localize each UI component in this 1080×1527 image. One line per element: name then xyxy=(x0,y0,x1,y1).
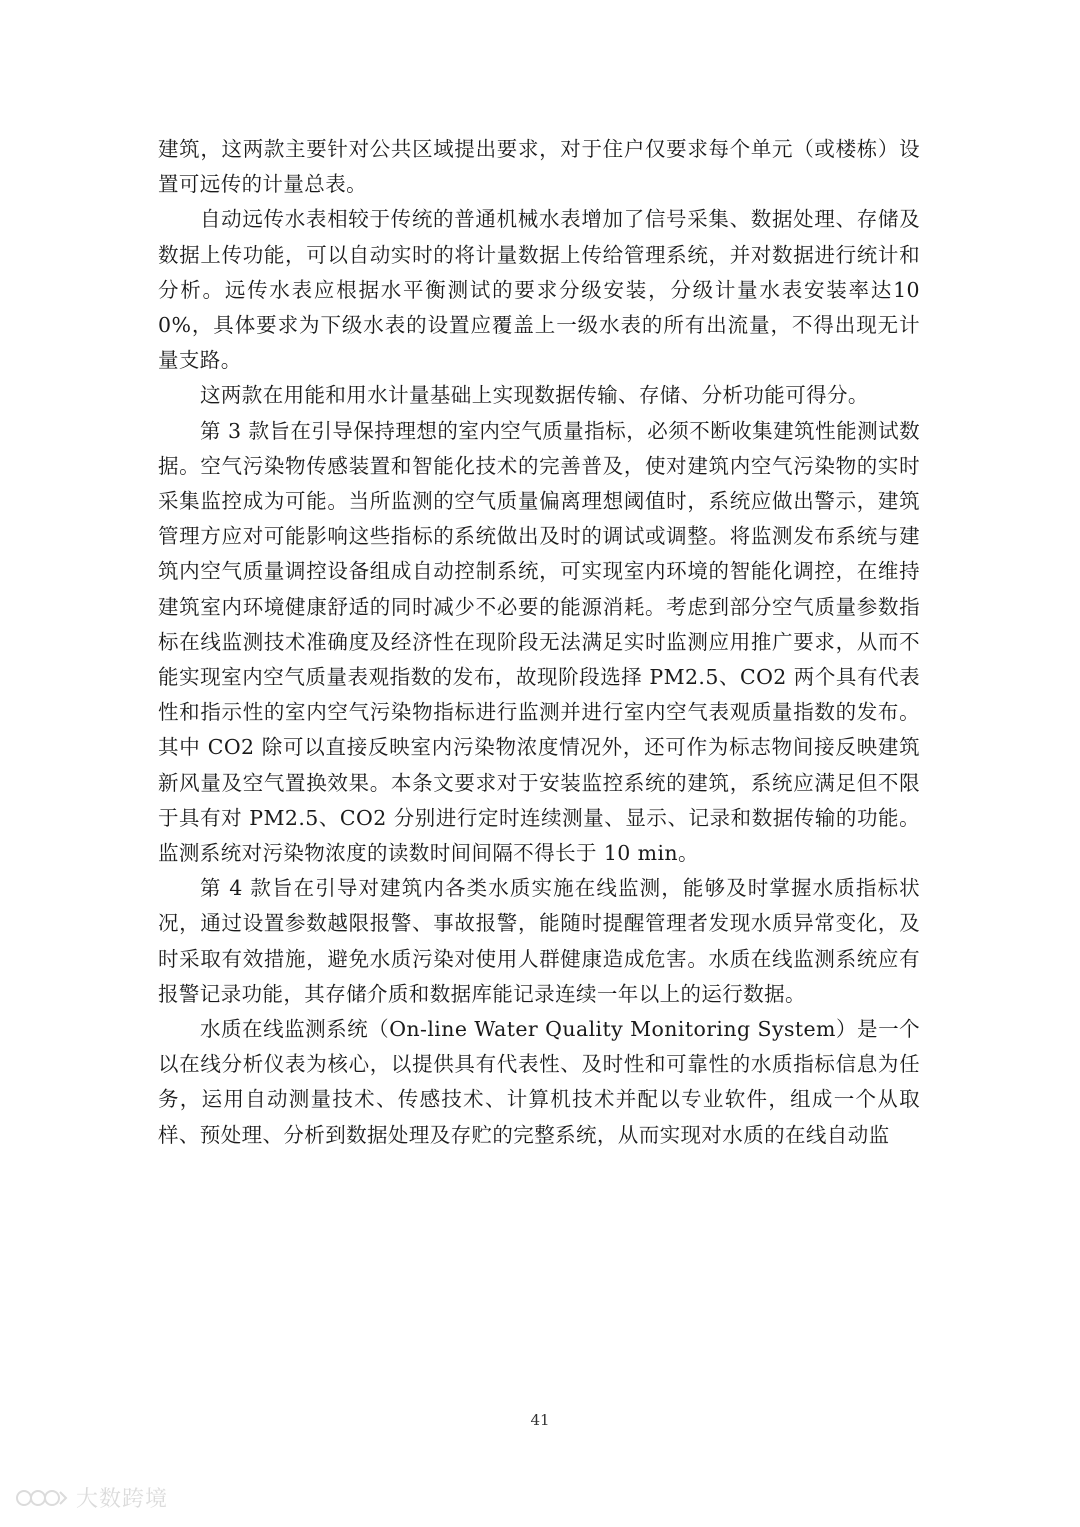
document-body xyxy=(158,132,920,1153)
watermark-text: 大数跨境 xyxy=(76,1487,169,1512)
paragraph: 这两款在用能和用水计量基础上实现数据传输、存储、分析功能可得分。 xyxy=(200,383,869,408)
paragraph: 建筑，这两款主要针对公共区域提出要求，对于住户仅要求每个单元（或楼栋）设置可远传的计量总表。 xyxy=(158,137,920,197)
page-number: 41 xyxy=(530,1411,550,1429)
brand-logo-icon xyxy=(14,1484,70,1512)
paragraph: 水质在线监测系统（On-line Water Quality Monitoring System）是一个以在线分析仪表为核心，以提供具有代表性、及时性和可靠性的水质指标信息为任务，运用自动测量技术、传感技术、计算机技术并配以专业软件，组成一个从取样、预处理、分析到数据处理及存贮的完整系统，从而实现对水质的在线自动监 xyxy=(158,1017,920,1147)
paragraph: 自动远传水表相较于传统的普通机械水表增加了信号采集、数据处理、存储及数据上传功能，可以自动实时的将计量数据上传给管理系统，并对数据进行统计和分析。远传水表应根据水平衡测试的要求分级安装，分级计量水表安装率达100%，具体要求为下级水表的设置应覆盖上一级水表的所有出流量，不得出现无计量支路。 xyxy=(158,207,920,373)
paragraph: 第 3 款旨在引导保持理想的室内空气质量指标，必须不断收集建筑性能测试数据。空气污染物传感装置和智能化技术的完善普及，使对建筑内空气污染物的实时采集监控成为可能。当所监测的空气质量偏离理想阈值时，系统应做出警示，建筑管理方应对可能影响这些指标的系统做出及时的调试或调整。将监测发布系统与建筑内空气质量调控设备组成自动控制系统，可实现室内环境的智能化调控，在维持建筑室内环境健康舒适的同时减少不必要的能源消耗。考虑到部分空气质量参数指标在线监测技术准确度及经济性在现阶段无法满足实时监测应用推广要求，从而不能实现室内空气质量表观指数的发布，故现阶段选择 PM2.5、CO2 两个具有代表性和指示性的室内空气污染物指标进行监测并进行室内空气表观质量指数的发布。其中 CO2 除可以直接反映室内污染物浓度情况外，还可作为标志物间接反映建筑新风量及空气置换效果。本条文要求对于安装监控系统的建筑，系统应满足但不限于具有对 PM2.5、CO2 分别进行定时连续测量、显示、记录和数据传输的功能。监测系统对污染物浓度的读数时间间隔不得长于 10 min。 xyxy=(158,418,920,866)
paragraph: 第 4 款旨在引导对建筑内各类水质实施在线监测，能够及时掌握水质指标状况，通过设置参数越限报警、事故报警，能随时提醒管理者发现水质异常变化，及时采取有效措施，避免水质污染对使用人群健康造成危害。水质在线监测系统应有报警记录功能，其存储介质和数据库能记录连续一年以上的运行数据。 xyxy=(158,876,920,1006)
watermark xyxy=(14,1482,168,1513)
